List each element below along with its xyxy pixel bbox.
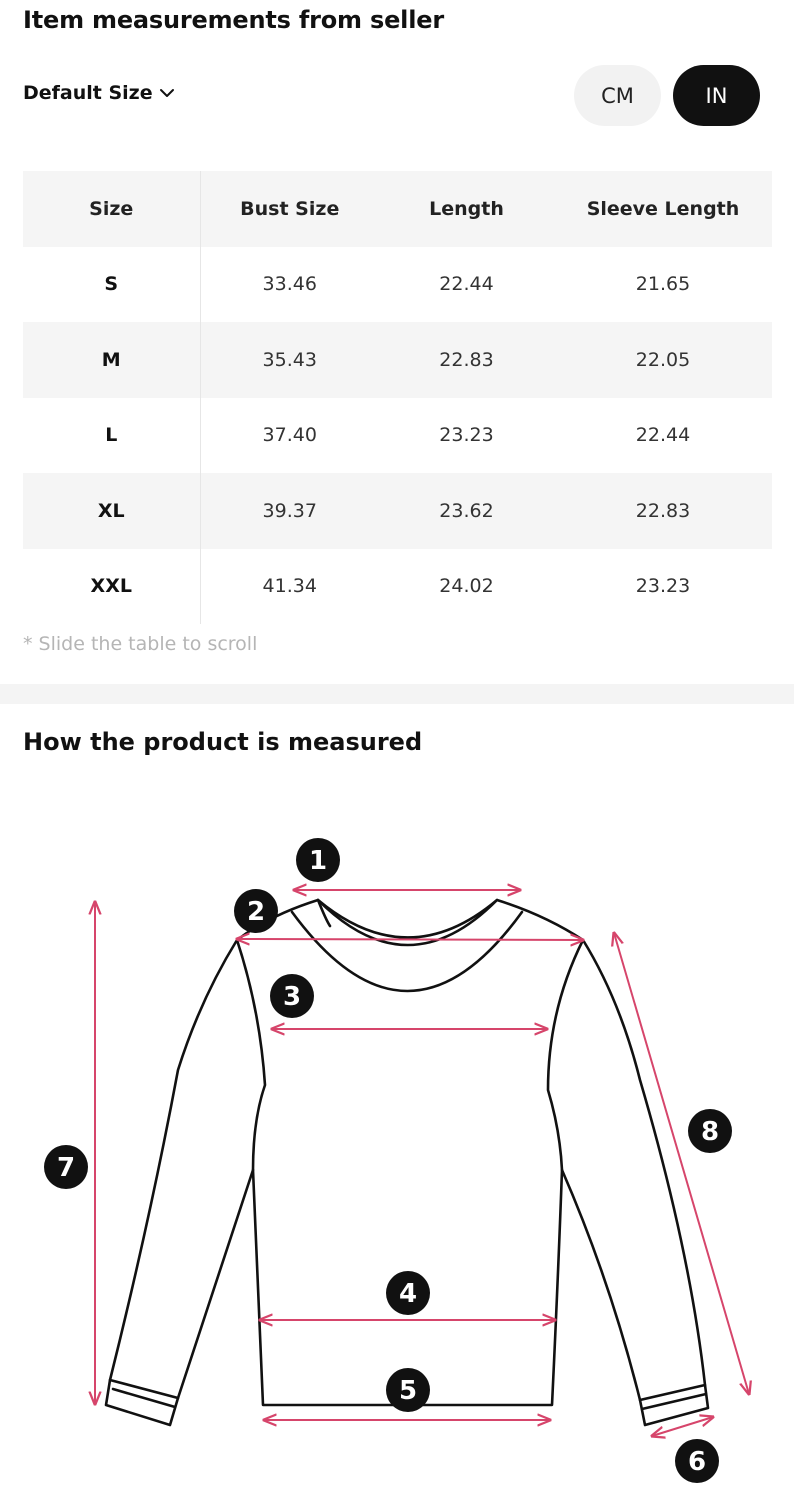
- table-row: [23, 549, 772, 625]
- sleeve-cell: 23.23: [635, 575, 691, 598]
- size-cell: M: [23, 322, 200, 398]
- marker-7: [44, 1145, 88, 1189]
- table-row: [23, 473, 772, 549]
- sleeve-cell: 21.65: [635, 273, 691, 296]
- marker-4: [386, 1271, 430, 1315]
- column-header-bust: Bust Size: [200, 171, 379, 247]
- bust-cell: 35.43: [200, 322, 379, 398]
- measurement-section-title: How the product is measured: [23, 728, 423, 756]
- marker-5: [386, 1368, 430, 1412]
- marker-3: [270, 974, 314, 1018]
- marker-3-label: 3: [282, 982, 302, 1012]
- size-dropdown-label: Default Size: [23, 82, 153, 104]
- page-title: Item measurements from seller: [23, 6, 444, 34]
- bust-cell: 39.37: [200, 473, 379, 549]
- bust-cell: 41.34: [262, 575, 317, 598]
- table-row: [23, 247, 772, 323]
- sweater-measurement-diagram: [0, 780, 794, 1497]
- size-table[interactable]: [23, 171, 772, 624]
- marker-4-label: 4: [398, 1279, 418, 1309]
- scroll-hint: * Slide the table to scroll: [23, 633, 258, 655]
- size-dropdown[interactable]: [23, 82, 175, 104]
- size-cell: L: [23, 398, 200, 474]
- marker-2-label: 2: [246, 897, 266, 927]
- length-cell: 22.83: [379, 322, 554, 398]
- column-header-length: Length: [379, 171, 554, 247]
- measure-line-8: [614, 933, 749, 1394]
- measure-line-2: [237, 939, 583, 940]
- sleeve-cell: 22.44: [635, 424, 691, 447]
- sleeve-cell: 22.83: [554, 473, 772, 549]
- section-divider: [0, 684, 794, 704]
- length-cell: 23.23: [439, 424, 494, 447]
- marker-7-label: 7: [56, 1153, 76, 1183]
- marker-8: [688, 1109, 732, 1153]
- marker-1-label: 1: [308, 846, 328, 876]
- column-header-size: Size: [23, 171, 200, 247]
- length-cell: 23.62: [379, 473, 554, 549]
- size-cell: XL: [23, 473, 200, 549]
- unit-in-button[interactable]: IN: [673, 65, 760, 126]
- table-row: [23, 398, 772, 474]
- column-header-sleeve: Sleeve Length: [554, 171, 772, 247]
- sweater-outline: [106, 900, 708, 1425]
- length-cell: 22.44: [439, 273, 494, 296]
- unit-toggle: [574, 65, 760, 126]
- chevron-down-icon: [159, 88, 175, 98]
- marker-2: [234, 889, 278, 933]
- bust-cell: 37.40: [262, 424, 317, 447]
- sleeve-cell: 22.05: [554, 322, 772, 398]
- marker-8-label: 8: [700, 1117, 720, 1147]
- unit-cm-button[interactable]: CM: [574, 65, 661, 126]
- length-cell: 24.02: [439, 575, 494, 598]
- marker-6-label: 6: [687, 1447, 707, 1477]
- marker-5-label: 5: [398, 1376, 418, 1406]
- table-row: [23, 322, 772, 398]
- size-cell: S: [23, 247, 200, 323]
- marker-1: [296, 838, 340, 882]
- size-cell: XXL: [23, 549, 200, 625]
- marker-6: [675, 1439, 719, 1483]
- bust-cell: 33.46: [262, 273, 317, 296]
- table-header-row: [23, 171, 772, 247]
